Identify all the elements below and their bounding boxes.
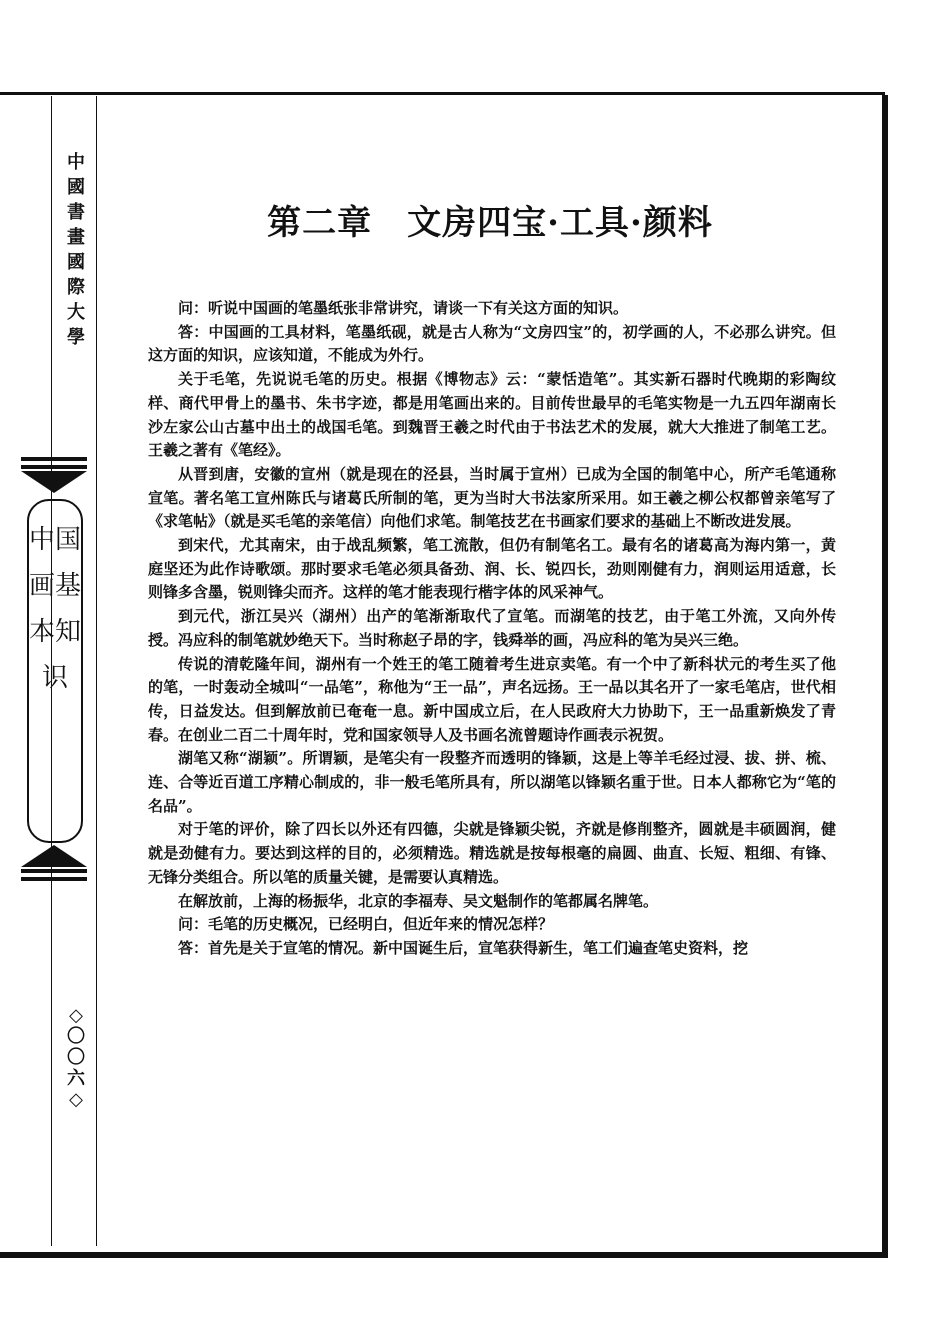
chapter-title: 第二章 文房四宝·工具·颜料 — [267, 203, 713, 243]
banner-top-bar — [21, 457, 87, 461]
page-number: ◇〇〇六◇ — [67, 1005, 85, 1110]
banner-bottom-bar — [21, 869, 87, 873]
paragraph: 从晋到唐，安徽的宣州（就是现在的泾县，当时属于宣州）已成为全国的制笔中心，所产毛笔通称宣笔。著名笔工宣州陈氏与诸葛氏所制的笔，更为当时大书法家所采用。如王羲之柳公权都曾亲笔写了《求笔帖》（就是买毛笔的亲笔信）向他们求笔。制笔技艺在书画家们要求的基础上不断改进发展。 — [148, 464, 836, 531]
paragraph: 到宋代，尤其南宋，由于战乱频繁，笔工流散，但仍有制笔名工。最有名的诸葛高为海内第一，黄庭坚还为此作诗歌颂。那时要求毛笔必须具备劲、润、长、锐四长，劲则刚健有力，润则运用适意，长则锋多含墨，锐则锋尖而齐。这样的笔才能表现行楷字体的风采神气。 — [148, 536, 836, 602]
body-text — [148, 297, 836, 961]
banner-bottom-bar-2 — [21, 877, 87, 881]
paragraph: 对于笔的评价，除了四长以外还有四德，尖就是锋颖尖锐，齐就是修削整齐，圆就是丰硕圆润，健就是劲健有力。要达到这样的目的，必须精选。精选就是按每根毫的扁圆、曲直、长短、粗细、有锋、无锋分类组合。所以笔的质量关键，是需要认真精选。 — [148, 820, 836, 886]
banner-top-bar-2 — [21, 465, 87, 469]
banner-top-ornament — [21, 471, 87, 493]
paragraph: 传说的清乾隆年间，湖州有一个姓王的笔工随着考生进京卖笔。有一个中了新科状元的考生买了他的笔，一时轰动全城叫“一品笔”，称他为“王一品”，声名远扬。王一品以其名开了一家毛笔店，世代相传，日益发达。但到解放前已奄奄一息。新中国成立后，在人民政府大力协助下，王一品重新焕发了青春。在创业二百二十周年时，党和国家领导人及书画名流曾题诗作画表示祝贺。 — [148, 654, 836, 744]
series-title: 中國書畫國際大學 — [67, 152, 85, 348]
paragraph: 到元代，浙江吴兴（湖州）出产的笔渐渐取代了宣笔。而湖笔的技艺，由于笔工外流，又向外传授。冯应科的制笔就妙绝天下。当时称赵子昂的字，钱舜举的画，冯应科的笔为吴兴三绝。 — [148, 607, 836, 649]
paragraph: 答：首先是关于宣笔的情况。新中国诞生后，宣笔获得新生，笔工们遍查笔史资料，挖 — [178, 938, 749, 957]
paragraph: 关于毛笔，先说说毛笔的历史。根据《博物志》云：“蒙恬造笔”。其实新石器时代晚期的彩陶纹样、商代甲骨上的墨书、朱书字迹，都是用笔画出来的。目前传世最早的毛笔实物是一九五四年湖南长沙左家公山古墓中出土的战国毛笔。到魏晋王羲之时代由于书法艺术的发展，就大大推进了制笔工艺。王羲之著有《笔经》。 — [148, 370, 836, 460]
book-title-banner — [21, 457, 87, 881]
paragraph: 湖笔又称“湖颖”。所谓颖，是笔尖有一段整齐而透明的锋颖，这是上等羊毛经过浸、拔、拼、梳、连、合等近百道工序精心制成的，非一般毛笔所具有，所以湖笔以锋颖名重于世。日本人都称它为“笔的名品”。 — [148, 749, 836, 815]
book-title: 中国画基本知识 — [28, 525, 81, 693]
paragraph: 在解放前，上海的杨振华，北京的李福寿、吴文魁制作的笔都属名牌笔。 — [178, 891, 659, 910]
banner-bottom-ornament — [21, 845, 87, 867]
paragraph: 答：中国画的工具材料，笔墨纸砚，就是古人称为“文房四宝”的，初学画的人，不必那么讲究。但这方面的知识，应该知道，不能成为外行。 — [148, 322, 836, 365]
paragraph: 问：听说中国画的笔墨纸张非常讲究，请谈一下有关这方面的知识。 — [178, 299, 629, 317]
paragraph: 问：毛笔的历史概况，已经明白，但近年来的情况怎样？ — [178, 915, 554, 934]
